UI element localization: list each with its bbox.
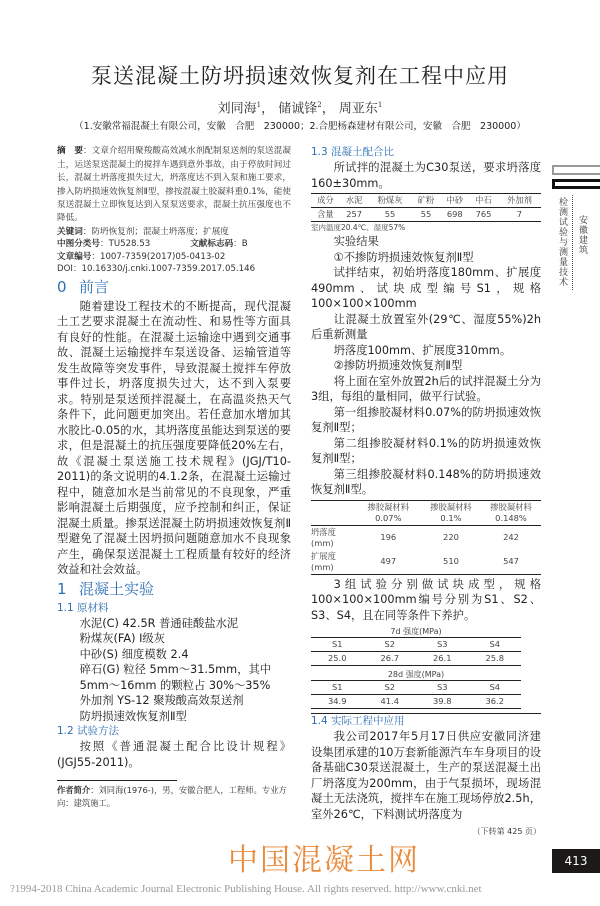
table-cell: 成分 bbox=[311, 194, 340, 208]
clc-label: 中图分类号 bbox=[57, 239, 100, 250]
paragraph: 3组试验分别做试块成型，规格100×100×100mm编号分别为S1、S2、S3、S4，且在同等条件下养护。 bbox=[311, 577, 541, 622]
table-cell: 坍落度(mm) bbox=[311, 526, 336, 548]
table-cell: 25.8 bbox=[485, 653, 504, 664]
material-item: 5mm～16mm 的颗粒占 30%～35% bbox=[79, 678, 271, 692]
dosage-table bbox=[311, 500, 541, 575]
table-cell: S3 bbox=[416, 681, 469, 695]
affiliation: （1.安徽常福混凝土有限公司，安徽 合肥 230000；2.合肥杨森建材有限公司，安徽 合肥 230000） bbox=[74, 121, 526, 133]
table-cell: S4 bbox=[469, 681, 522, 695]
doc-code-label: 文献标志码 bbox=[190, 239, 234, 250]
article-number bbox=[57, 251, 291, 264]
classification bbox=[57, 238, 291, 251]
paragraph: ②掺防坍损速效恢复剂Ⅱ型 bbox=[333, 359, 463, 373]
table-cell: 698 bbox=[446, 209, 463, 220]
article-no-text: ：1007-7359(2017)05-0413-02 bbox=[91, 251, 226, 262]
article-no-label: 文章编号 bbox=[57, 251, 92, 262]
table-cell: S1 bbox=[311, 638, 364, 652]
section-number: 0 bbox=[57, 277, 67, 296]
table-header-row bbox=[311, 638, 521, 652]
author-note bbox=[57, 781, 291, 810]
table-cell: 497 bbox=[380, 556, 397, 567]
author: 周亚东 bbox=[338, 101, 378, 117]
table-cell: 7 bbox=[516, 209, 523, 220]
table-cell: 765 bbox=[475, 209, 492, 220]
table-cell: 510 bbox=[443, 556, 459, 567]
table-cell: 242 bbox=[503, 532, 519, 543]
journal-name: 安徽建筑 bbox=[577, 215, 587, 255]
material-item: 水泥(C) 42.5R 普通硅酸盐水泥 bbox=[79, 616, 239, 630]
doi: DOI：10.16330/j.cnki.1007-7359.2017.05.146 bbox=[57, 264, 256, 275]
material-item: 粉煤灰(FA) Ⅰ级灰 bbox=[79, 632, 166, 646]
table-cell: 矿粉 bbox=[412, 194, 441, 208]
doc-code-text: ：B bbox=[233, 239, 248, 250]
author-note-label: 作者简介 bbox=[57, 785, 91, 796]
table-cell: 水泥 bbox=[340, 194, 369, 208]
paragraph: 所试拌的混凝土为C30泵送，要求坍落度160±30mm。 bbox=[311, 161, 541, 190]
subsection-heading: 1.3 混凝土配合比 bbox=[311, 146, 395, 159]
mix-ratio-table bbox=[311, 193, 541, 222]
table-row bbox=[311, 550, 541, 575]
material-item: 中砂(S) 细度模数 2.4 bbox=[79, 647, 189, 661]
clc-text: ：TU528.53 bbox=[99, 239, 151, 250]
table-cell: 257 bbox=[346, 209, 363, 220]
right-column bbox=[311, 145, 541, 838]
table-cell bbox=[311, 500, 356, 525]
section-heading bbox=[57, 278, 291, 297]
table-cell: 547 bbox=[503, 556, 519, 567]
section-number: 1 bbox=[57, 579, 67, 598]
authors: 刘同海$^1$， 储诚锋$^2$， 周亚东$^1$ bbox=[217, 101, 383, 117]
article-body bbox=[57, 145, 541, 838]
table-cell: 25.0 bbox=[328, 653, 347, 664]
material-item: 防坍损速效恢复剂Ⅱ型 bbox=[79, 709, 187, 723]
continued-note: （下转第 425 页） bbox=[472, 827, 541, 837]
table-cell: 36.2 bbox=[485, 696, 504, 707]
table-cell: 中石 bbox=[469, 194, 498, 208]
results-title: 实验结果 bbox=[333, 235, 379, 249]
table-cell: S2 bbox=[364, 681, 417, 695]
author-note-text: ：刘同海(1976-)，男，安徽合肥人，工程师。专业方向：建筑施工。 bbox=[57, 785, 287, 809]
table-cell: 41.4 bbox=[380, 696, 399, 707]
table-cell: 34.9 bbox=[328, 696, 347, 707]
subsection-heading: 1.4 实际工程中应用 bbox=[311, 715, 405, 728]
table-cell: 220 bbox=[443, 532, 459, 543]
table-cell: 掺胶凝材料 0.1% bbox=[421, 500, 481, 525]
table-cell: 26.1 bbox=[433, 653, 452, 664]
paragraph: 将上面在室外放置2h后的试拌混凝土分为3组，每组的量相同，做平行试验。 bbox=[311, 374, 541, 404]
page-footer bbox=[0, 844, 600, 878]
table-header-row bbox=[311, 194, 541, 208]
strength-7d-table bbox=[311, 637, 521, 666]
table-header-row bbox=[311, 681, 521, 695]
table-cell: 掺胶凝材料 0.148% bbox=[481, 500, 541, 525]
table-cell: 外加剂 bbox=[498, 194, 541, 208]
keywords-label: 关键词 bbox=[57, 226, 83, 237]
author-sup: 2 bbox=[317, 101, 322, 109]
table-cell: 55 bbox=[420, 209, 432, 220]
paragraph: 坍落度100mm、扩展度310mm。 bbox=[333, 343, 512, 357]
paragraph: 随着建设工程技术的不断提高，现代混凝土工艺要求混凝土在流动性、和易性等方面具有良好的性能。在混凝土运输途中遇到交通事故、混凝土运输搅拌车泵送设备、运输管道等发生故障等突发事件，导致混凝土搅拌车停放事件过长，坍落度损失过大，达不到入泵要求。特别是泵送预拌混凝土，在高温炎热天气条件下，此问题更加突出。若任意加水增加其水胶比-0.05的水，其坍落度虽能达到泵送的要求，但是混凝土的抗压强度要降低20%左右，故《混凝土泵送施工技术规程》(JGJ/T10-2011)的条文说明的4.1.2条，在混凝土运输过程中，随意加水是当前常见的不良现象，严重影响混凝土后期强度，应予控制和纠正，保证混凝土质量。掺泵送混凝土防坍损速效恢复剂Ⅱ型避免了混凝土因坍损问题随意加水不良现象产生，确保泵送混凝土工程质量有较好的经济效益和社会效益。 bbox=[57, 299, 291, 577]
material-item: 外加剂 YS-12 聚羧酸高效泵送剂 bbox=[79, 694, 244, 708]
table-cell: 55 bbox=[384, 209, 396, 220]
table-cell: S2 bbox=[364, 638, 417, 652]
side-tab bbox=[550, 165, 600, 290]
table-caption: 28d 强度(MPa) bbox=[387, 670, 445, 680]
table-cell: 粉煤灰 bbox=[369, 194, 412, 208]
author-sup: 1 bbox=[256, 101, 262, 109]
table-caption: 7d 强度(MPa) bbox=[390, 627, 442, 637]
table-cell: S4 bbox=[469, 638, 522, 652]
paragraph: 让混凝土放置室外(29℃、湿度55%)2h后重新测量 bbox=[311, 312, 541, 342]
table-cell: S1 bbox=[311, 681, 364, 695]
paragraph: 第三组掺胶凝材料0.148%的防坍损速效恢复剂Ⅱ型。 bbox=[311, 467, 541, 497]
paragraph: ①不掺防坍损速效恢复剂Ⅱ型 bbox=[333, 250, 474, 264]
author: 刘同海 bbox=[217, 101, 257, 117]
side-bar-decoration bbox=[552, 165, 600, 175]
paragraph: 第一组掺胶凝材料0.07%的防坍损速效恢复剂Ⅱ型； bbox=[311, 405, 541, 435]
left-column bbox=[57, 145, 291, 810]
subsection-heading: 1.1 原材料 bbox=[57, 601, 109, 614]
paragraph: 我公司2017年5月17日供应安徽同济建设集团承建的10万套新能源汽车车身项目的设备基础C30泵送混凝土，生产的泵送混凝土出厂坍落度为200mm，由于气泵损坏，现场混凝土无法浇筑，搅拌车在施工现场停放2.5h，室外26℃，下料测试坍落度为 bbox=[311, 730, 541, 821]
table-cell: 扩展度(mm) bbox=[311, 550, 336, 572]
side-bar-decoration bbox=[552, 179, 600, 189]
section-heading bbox=[57, 580, 291, 599]
copyright: ?1994-2018 China Academic Journal Electronic Publishing House. All rights reserved. http://www.cnki.net bbox=[10, 883, 482, 896]
table-cell: 39.8 bbox=[433, 696, 452, 707]
author: 储诚锋 bbox=[278, 101, 318, 117]
watermark: 中国混凝土网 bbox=[228, 843, 420, 879]
strength-28d-table bbox=[311, 680, 521, 709]
table-row bbox=[311, 695, 521, 709]
table-cell: 26.7 bbox=[380, 653, 399, 664]
section-title: 混凝土实验 bbox=[79, 579, 155, 598]
paragraph: 按照《普通混凝土配合比设计规程》(JGJ55-2011)。 bbox=[57, 740, 291, 769]
column-name: 检测试验与测量技术 bbox=[557, 197, 567, 287]
article-title: 泵送混凝土防坍损速效恢复剂在工程中应用 bbox=[91, 64, 509, 88]
section-title: 前言 bbox=[79, 277, 110, 296]
page-number: 413 bbox=[552, 849, 600, 873]
paragraph: 试拌结束，初始坍落度180mm、扩展度490mm、试块成型编号S1，规格100×100×100mm bbox=[311, 266, 541, 311]
author-sup: 1 bbox=[377, 101, 383, 109]
material-item: 碎石(G) 粒径 5mm～31.5mm，其中 bbox=[79, 663, 272, 677]
table-cell: 196 bbox=[380, 532, 397, 543]
table-cell: 含量 bbox=[317, 209, 334, 220]
keywords-text: ：防坍恢复剂；混凝土坍落度；扩展度 bbox=[82, 226, 229, 237]
table-cell: 掺胶凝材料 0.07% bbox=[356, 500, 421, 525]
abstract-label: 摘 要 bbox=[57, 146, 84, 157]
keywords bbox=[57, 226, 291, 239]
abstract bbox=[57, 145, 291, 225]
table-row bbox=[311, 208, 541, 222]
table-note: 室内温度20.4℃、湿度57% bbox=[311, 223, 406, 233]
subsection-heading: 1.2 试验方法 bbox=[57, 725, 120, 738]
table-cell: S3 bbox=[416, 638, 469, 652]
table-row bbox=[311, 525, 541, 550]
dotted-divider bbox=[572, 195, 573, 290]
abstract-text: ：文章介绍用聚羧酸高效减水剂配制泵送剂的泵送混凝土，运送泵送混凝土的搅拌车遇到意外事故，由于停放时间过长，混凝土坍落度损失过大，坍落度达不到入泵和施工要求，掺入防坍损速效恢复剂Ⅱ型，掺按混凝土胶凝料重0.1%，能使泵送混凝土立即恢复达到入泵泵送要求，混凝土抗压强度也不降低。 bbox=[57, 146, 291, 224]
paragraph: 第二组掺胶凝材料0.1%的防坍损速效恢复剂Ⅱ型； bbox=[311, 436, 541, 466]
table-cell: 中砂 bbox=[440, 194, 469, 208]
table-header-row bbox=[311, 500, 541, 525]
table-row bbox=[311, 652, 521, 666]
